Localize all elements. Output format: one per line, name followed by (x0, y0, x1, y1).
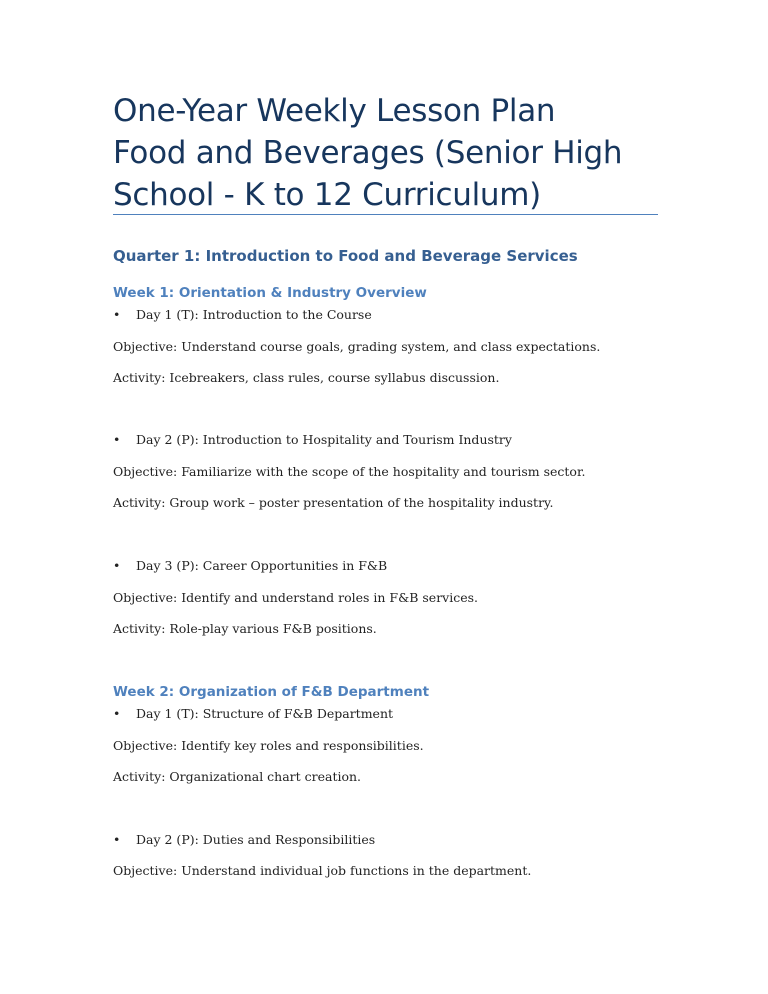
title-line-2: Food and Beverages (Senior High (113, 135, 623, 171)
day-title: Day 1 (T): Structure of F&B Department (136, 706, 394, 721)
bullet-icon: • (113, 558, 121, 573)
bullet-icon: • (113, 706, 121, 721)
quarter-heading: Quarter 1: Introduction to Food and Beverage Services (113, 247, 578, 265)
day-title: Day 3 (P): Career Opportunities in F&B (136, 558, 388, 573)
document-title (113, 90, 658, 216)
title-line-1: One-Year Weekly Lesson Plan (113, 93, 556, 129)
week-1-day-3-activity: Activity: Role-play various F&B positions. (113, 621, 377, 636)
bullet-icon: • (113, 832, 121, 847)
day-title: Day 1 (T): Introduction to the Course (136, 307, 372, 322)
week-2-day-1 (113, 706, 393, 721)
week-1-day-1-objective: Objective: Understand course goals, grading system, and class expectations. (113, 339, 601, 354)
title-line-3: School - K to 12 Curriculum) (113, 177, 541, 213)
week-2-day-1-objective: Objective: Identify key roles and responsibilities. (113, 738, 424, 753)
title-divider (113, 214, 658, 215)
week-1-heading: Week 1: Orientation & Industry Overview (113, 285, 427, 301)
day-title: Day 2 (P): Duties and Responsibilities (136, 832, 376, 847)
week-2-day-2 (113, 832, 375, 847)
week-1-day-3 (113, 558, 387, 573)
week-2-heading: Week 2: Organization of F&B Department (113, 684, 430, 700)
bullet-icon: • (113, 432, 121, 447)
bullet-icon: • (113, 307, 121, 322)
week-1-day-2-objective: Objective: Familiarize with the scope of the hospitality and tourism sector. (113, 464, 586, 479)
day-title: Day 2 (P): Introduction to Hospitality and Tourism Industry (136, 432, 512, 447)
week-1-day-3-objective: Objective: Identify and understand roles in F&B services. (113, 590, 479, 605)
week-2-day-2-objective: Objective: Understand individual job functions in the department. (113, 863, 532, 878)
week-1-day-1-activity: Activity: Icebreakers, class rules, course syllabus discussion. (113, 370, 500, 385)
week-1-day-2-activity: Activity: Group work – poster presentation of the hospitality industry. (113, 495, 554, 510)
week-1-day-2 (113, 432, 512, 447)
week-1-day-1 (113, 307, 372, 322)
week-2-day-1-activity: Activity: Organizational chart creation. (113, 769, 362, 784)
